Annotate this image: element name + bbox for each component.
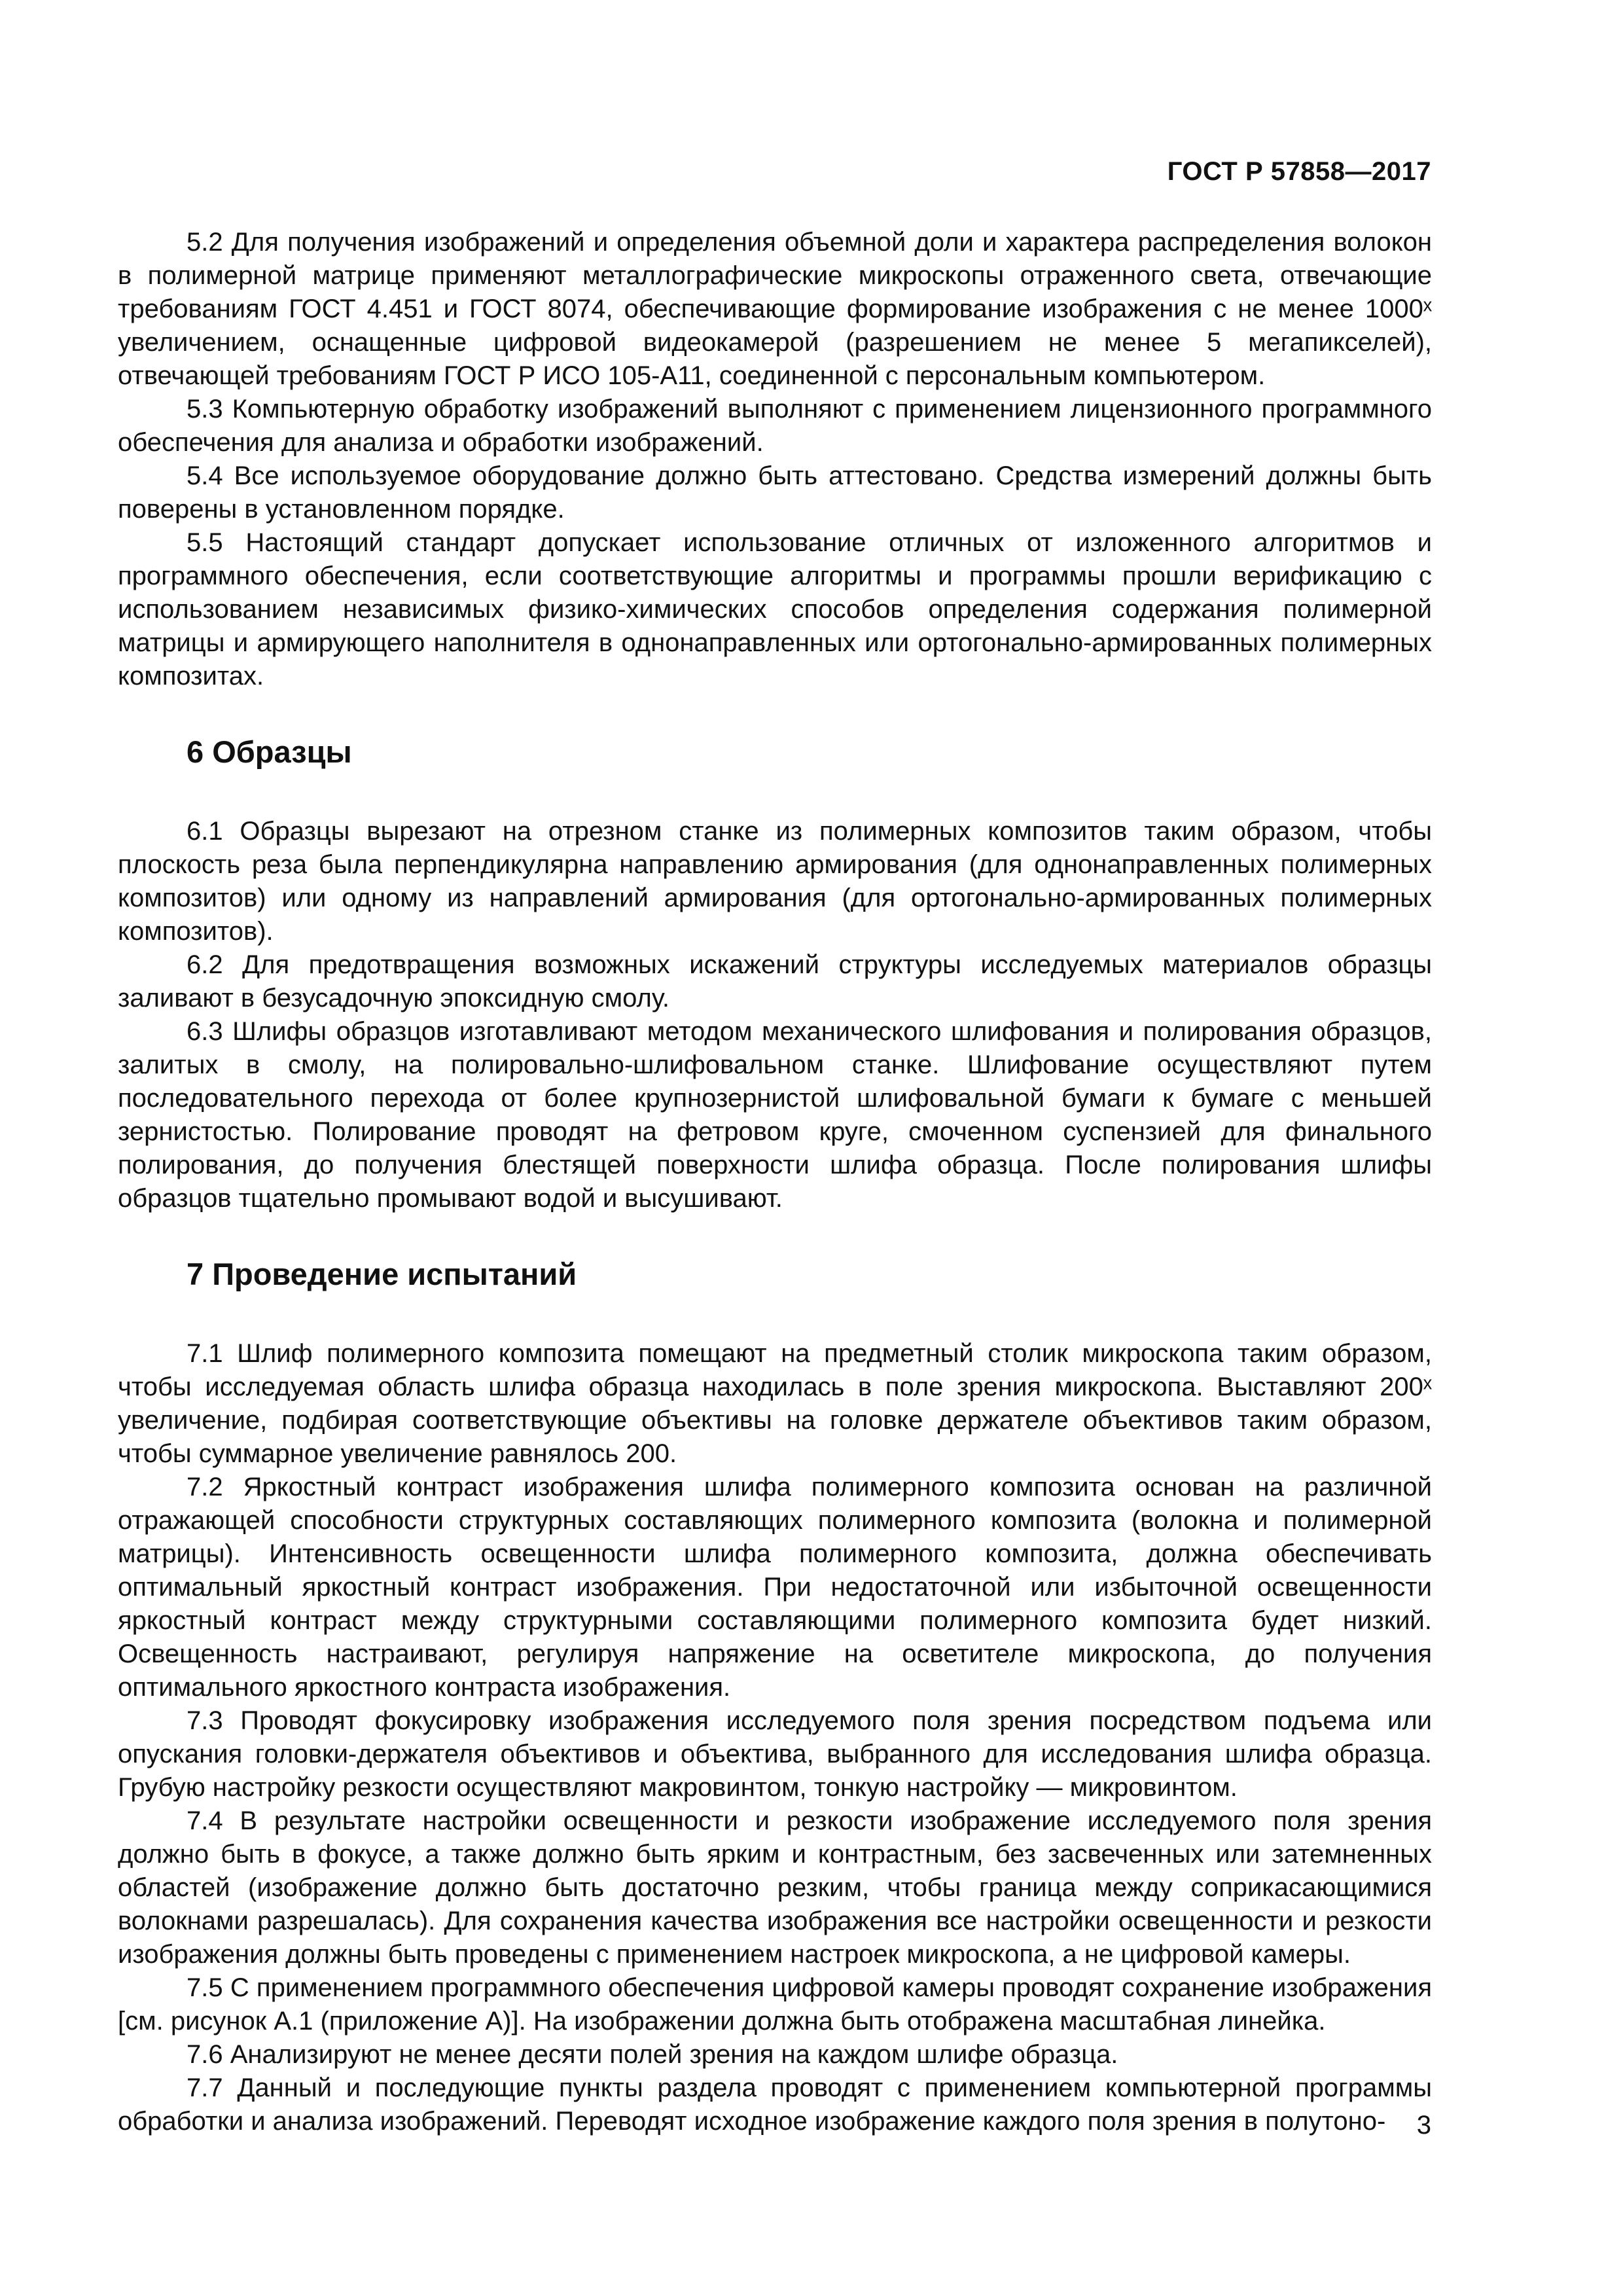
paragraph-5-2: 5.2 Для получения изображений и определения объемной доли и характера распределения волокон в полимерной матрице применяют металлографические микроскопы отраженного света, отвечающие требованиям ГОСТ 4.451 и ГОСТ 8074, обеспечивающие формирование изображения с не менее 1000ˣ увеличением, оснащенные цифровой видеокамерой (разрешением не менее 5 мегапикселей), отвечающей требованиям ГОСТ Р ИСО 105-А11, соединенной с персональным компьютером. (118, 228, 1432, 390)
section-heading-6: 6 Образцы (187, 734, 352, 769)
spacer (118, 1294, 1432, 1337)
document-header-title: ГОСТ Р 57858—2017 (1167, 157, 1431, 186)
paragraph-7-5: 7.5 С применением программного обеспечения цифровой камеры проводят сохранение изображения [см. рисунок А.1 (приложение А)]. На изображении должна быть отображена масштабная линейка. (118, 1973, 1432, 2036)
paragraph-7-1: 7.1 Шлиф полимерного композита помещают на предметный столик микроскопа таким образом, чтобы исследуемая область шлифа образца находилась в поле зрения микроскопа. Выставляют 200ˣ увеличение, подбирая соответствующие объективы на головке держателе объективов таким образом, чтобы суммарное увеличение равнялось 200. (118, 1339, 1432, 1468)
paragraph-7-3: 7.3 Проводят фокусировку изображения исследуемого поля зрения посредством подъема или опускания головки-держателя объективов и объектива, выбранного для исследования шлифа образца. Грубую настройку резкости осуществляют макровинтом, тонкую настройку — микровинтом. (118, 1706, 1432, 1802)
paragraph-7-4: 7.4 В результате настройки освещенности и резкости изображение исследуемого поля зрения должно быть в фокусе, а также должно быть ярким и контрастным, без засвеченных или затемненных областей (изображение должно быть достаточно резким, чтобы граница между соприкасающимися волокнами разрешалась). Для сохранения качества изображения все настройки освещенности и резкости изображения должны быть проведены с применением настроек микроскопа, а не цифровой камеры. (118, 1806, 1432, 1969)
spacer (118, 1215, 1432, 1255)
paragraph-7-6: 7.6 Анализируют не менее десяти полей зрения на каждом шлифе образца. (187, 2040, 1118, 2069)
paragraph-6-1: 6.1 Образцы вырезают на отрезном станке из полимерных композитов таким образом, чтобы плоскость реза была перпендикулярна направлению армирования (для однонаправленных полимерных композитов) или одному из направлений армирования (для ортогонально-армированных полимерных композитов). (118, 817, 1432, 946)
paragraph-6-2: 6.2 Для предотвращения возможных искажений структуры исследуемых материалов образцы заливают в безусадочную эпоксидную смолу. (118, 950, 1432, 1013)
paragraph-7-2: 7.2 Яркостный контраст изображения шлифа полимерного композита основан на различной отражающей способности структурных составляющих полимерного композита (волокна и полимерной матрицы). Интенсивность освещенности шлифа полимерного композита, должна обеспечивать оптимальный яркостный контраст изображения. При недостаточной или избыточной освещенности яркостный контраст между структурными составляющими полимерного композита будет низкий. Освещенность настраивают, регулируя напряжение на осветителе микроскопа, до получения оптимального яркостного контраста изображения. (118, 1473, 1432, 1702)
paragraph-6-3: 6.3 Шлифы образцов изготавливают методом механического шлифования и полирования образцов, залитых в смолу, на полировально-шлифовальном станке. Шлифование осуществляют путем последовательного перехода от более крупнозернистой шлифовальной бумаги к бумаге с меньшей зернистостью. Полирование проводят на фетровом круге, смоченном суспензией для финального полирования, до получения блестящей поверхности шлифа образца. После полирования шлифы образцов тщательно промывают водой и высушивают. (118, 1017, 1432, 1213)
spacer (118, 772, 1432, 815)
spacer (118, 693, 1432, 732)
paragraph-7-7: 7.7 Данный и последующие пункты раздела проводят с применением компьютерной программы обработки и анализа изображений. Переводят исходное изображение каждого поля зрения в полутоно- (118, 2073, 1432, 2136)
paragraph-5-5: 5.5 Настоящий стандарт допускает использование отличных от изложенного алгоритмов и программного обеспечения, если соответствующие алгоритмы и программы прошли верификацию с использованием независимых физико-химических способов определения содержания полимерной матрицы и армирующего наполнителя в однонаправленных или ортогонально-армированных полимерных композитах. (118, 528, 1432, 691)
paragraph-5-4: 5.4 Все используемое оборудование должно быть аттестовано. Средства измерений должны быть поверены в установленном порядке. (118, 461, 1432, 524)
section-heading-7: 7 Проведение испытаний (187, 1257, 577, 1291)
page-number: 3 (1416, 2111, 1431, 2140)
paragraph-5-3: 5.3 Компьютерную обработку изображений выполняют с применением лицензионного программного обеспечения для анализа и обработки изображений. (118, 395, 1432, 457)
document-body (118, 226, 1432, 2138)
